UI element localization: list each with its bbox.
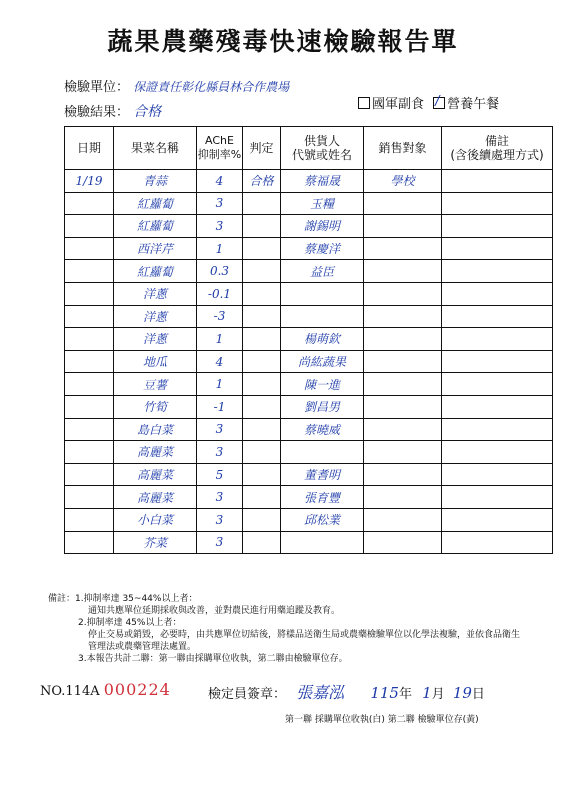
note-line: 3.本報告共計二聯：第一聯由採購單位收執，第二聯由檢驗單位存。	[78, 654, 348, 664]
cell-note	[442, 350, 553, 373]
cell-name: 高麗菜	[114, 486, 197, 509]
cell-name: 芥菜	[114, 531, 197, 554]
cell-ache: 3	[197, 441, 243, 464]
table-row	[65, 350, 553, 373]
table-row	[65, 260, 553, 283]
cell-supplier: 謝錫明	[281, 215, 364, 238]
cell-note	[442, 170, 553, 193]
cell-target	[364, 441, 442, 464]
cell-supplier: 蔡慶洋	[281, 237, 364, 260]
cell-ache: 3	[197, 531, 243, 554]
cell-note	[442, 418, 553, 441]
cell-date	[65, 260, 114, 283]
cell-name: 西洋芹	[114, 237, 197, 260]
cell-date	[65, 237, 114, 260]
cell-date: 1/19	[65, 170, 114, 193]
cell-judge	[243, 215, 281, 238]
table-row	[65, 418, 553, 441]
cell-date	[65, 486, 114, 509]
cell-target	[364, 418, 442, 441]
cell-target	[364, 305, 442, 328]
note-line: 管理法或農藥管理法處置。	[88, 642, 197, 652]
cell-name: 高麗菜	[114, 463, 197, 486]
cell-ache: 3	[197, 215, 243, 238]
cell-supplier: 玉糧	[281, 192, 364, 215]
cell-note	[442, 215, 553, 238]
cell-supplier: 蔡曉威	[281, 418, 364, 441]
table-row	[65, 305, 553, 328]
table-row	[65, 373, 553, 396]
cell-target	[364, 463, 442, 486]
table-body	[65, 170, 553, 554]
sign-day: 19	[452, 684, 472, 702]
cell-supplier: 董耆明	[281, 463, 364, 486]
cell-ache: 3	[197, 192, 243, 215]
result-line	[64, 101, 161, 121]
serial-label: NO.114A	[40, 684, 100, 699]
cell-ache: -0.1	[197, 282, 243, 305]
serial-value: 000224	[103, 680, 171, 699]
cell-name: 島白菜	[114, 418, 197, 441]
table-row	[65, 531, 553, 554]
col-judge-header: 判定	[243, 127, 281, 170]
cell-note	[442, 305, 553, 328]
notes-block	[48, 593, 520, 665]
cell-note	[442, 441, 553, 464]
cell-judge	[243, 395, 281, 418]
note-line: 通知共應單位延期採收與改善，並對農民進行用藥追蹤及教育。	[88, 606, 341, 616]
cell-name: 高麗菜	[114, 441, 197, 464]
result-label: 檢驗結果：	[64, 105, 130, 120]
cell-ache: 0.3	[197, 260, 243, 283]
cell-note	[442, 237, 553, 260]
cell-ache: 3	[197, 418, 243, 441]
cell-ache: 1	[197, 328, 243, 351]
cell-judge	[243, 508, 281, 531]
cell-date	[65, 418, 114, 441]
table-row	[65, 441, 553, 464]
unit-value: 保證責任彰化縣員林合作農場	[133, 80, 290, 94]
cell-note	[442, 395, 553, 418]
school-lunch-label: 營養午餐	[447, 97, 500, 112]
cell-target	[364, 395, 442, 418]
table-row	[65, 192, 553, 215]
year-unit: 年	[398, 687, 412, 702]
cell-judge	[243, 328, 281, 351]
unit-label: 檢驗單位：	[64, 80, 130, 95]
cell-name: 地瓜	[114, 350, 197, 373]
note-line: 2.抑制率達 45%以上者：	[78, 618, 182, 628]
cell-ache: 3	[197, 486, 243, 509]
cell-judge	[243, 373, 281, 396]
cell-note	[442, 531, 553, 554]
cell-name: 青蒜	[114, 170, 197, 193]
cell-note	[442, 282, 553, 305]
cell-target	[364, 215, 442, 238]
cell-note	[442, 328, 553, 351]
note-line: 備註：1.抑制率達 35~44%以上者：	[48, 594, 198, 604]
cell-judge	[243, 531, 281, 554]
cell-target	[364, 373, 442, 396]
inspector-line	[208, 680, 485, 703]
cell-supplier: 張育豐	[281, 486, 364, 509]
table-row	[65, 508, 553, 531]
cell-target	[364, 260, 442, 283]
cell-judge	[243, 192, 281, 215]
cell-note	[442, 373, 553, 396]
inspection-table	[64, 126, 553, 554]
cell-supplier	[281, 441, 364, 464]
cell-date	[65, 328, 114, 351]
result-value: 合格	[133, 104, 162, 120]
cell-name: 洋蔥	[114, 328, 197, 351]
cell-target	[364, 328, 442, 351]
cell-name: 紅蘿蔔	[114, 260, 197, 283]
sign-year: 115	[370, 684, 399, 702]
month-unit: 月	[431, 687, 445, 702]
cell-date	[65, 395, 114, 418]
cell-supplier	[281, 531, 364, 554]
col-ache-header: AChE 抑制率%	[197, 127, 243, 170]
table-row	[65, 170, 553, 193]
col-note-header: 備註 (含後續處理方式)	[442, 127, 553, 170]
cell-date	[65, 305, 114, 328]
col-supplier-header: 供貨人 代號或姓名	[281, 127, 364, 170]
cell-note	[442, 508, 553, 531]
cell-date	[65, 441, 114, 464]
military-food-checkbox[interactable]	[358, 97, 370, 109]
cell-target	[364, 282, 442, 305]
cell-judge	[243, 282, 281, 305]
day-unit: 日	[471, 687, 485, 702]
cell-supplier: 蔡福晟	[281, 170, 364, 193]
col-date-header: 日期	[65, 127, 114, 170]
table-row	[65, 282, 553, 305]
cell-note	[442, 463, 553, 486]
cell-target	[364, 237, 442, 260]
military-food-label: 國軍副食	[372, 97, 425, 112]
cell-date	[65, 531, 114, 554]
cell-date	[65, 350, 114, 373]
cell-target	[364, 486, 442, 509]
cell-name: 小白菜	[114, 508, 197, 531]
cell-date	[65, 215, 114, 238]
sign-month: 1	[422, 684, 432, 702]
unit-line	[64, 76, 289, 95]
cell-supplier	[281, 305, 364, 328]
cell-supplier: 劉昌男	[281, 395, 364, 418]
cell-supplier	[281, 282, 364, 305]
cell-ache: 1	[197, 237, 243, 260]
cell-judge: 合格	[243, 170, 281, 193]
cell-judge	[243, 260, 281, 283]
cell-judge	[243, 350, 281, 373]
col-target-header: 銷售對象	[364, 127, 442, 170]
cell-name: 竹筍	[114, 395, 197, 418]
serial-number	[40, 680, 171, 699]
cell-name: 洋蔥	[114, 305, 197, 328]
school-lunch-checkbox[interactable]	[433, 97, 445, 109]
table-row	[65, 463, 553, 486]
table-row	[65, 486, 553, 509]
cell-ache: 3	[197, 508, 243, 531]
cell-judge	[243, 237, 281, 260]
table-row	[65, 215, 553, 238]
cell-supplier: 邱松業	[281, 508, 364, 531]
cell-judge	[243, 486, 281, 509]
report-title: 蔬果農藥殘毒快速檢驗報告單	[107, 27, 459, 56]
copies-note: 第一聯 採購單位收執(白) 第二聯 檢驗單位存(黃)	[285, 715, 479, 725]
cell-supplier: 陳一進	[281, 373, 364, 396]
cell-supplier: 尚紘蔬果	[281, 350, 364, 373]
col-name-header: 果菜名稱	[114, 127, 197, 170]
cell-ache: 4	[197, 350, 243, 373]
cell-target	[364, 350, 442, 373]
cell-ache: -3	[197, 305, 243, 328]
cell-name: 紅蘿蔔	[114, 192, 197, 215]
cell-date	[65, 282, 114, 305]
table-header-row	[65, 127, 553, 170]
cell-date	[65, 508, 114, 531]
cell-judge	[243, 441, 281, 464]
table-row	[65, 328, 553, 351]
cell-name: 豆薯	[114, 373, 197, 396]
cell-judge	[243, 463, 281, 486]
cell-ache: 5	[197, 463, 243, 486]
cell-target	[364, 531, 442, 554]
cell-name: 洋蔥	[114, 282, 197, 305]
cell-judge	[243, 305, 281, 328]
cell-note	[442, 192, 553, 215]
table-row	[65, 395, 553, 418]
cell-date	[65, 463, 114, 486]
cell-supplier: 楊萌欽	[281, 328, 364, 351]
cell-ache: -1	[197, 395, 243, 418]
cell-supplier: 益臣	[281, 260, 364, 283]
option-group	[358, 93, 499, 112]
inspector-label: 檢定員簽章：	[208, 687, 287, 702]
note-line: 停止交易或銷毀，必要時，由共應單位切結後，將樣品送衛生局或農藥檢驗單位以化學法複驗，並依食品衛生	[88, 630, 521, 640]
cell-target	[364, 508, 442, 531]
cell-target	[364, 192, 442, 215]
cell-name: 紅蘿蔔	[114, 215, 197, 238]
cell-ache: 4	[197, 170, 243, 193]
table-row	[65, 237, 553, 260]
cell-judge	[243, 418, 281, 441]
cell-target: 學校	[364, 170, 442, 193]
cell-ache: 1	[197, 373, 243, 396]
cell-note	[442, 486, 553, 509]
cell-date	[65, 373, 114, 396]
inspector-signature: 張嘉泓	[296, 683, 345, 702]
cell-note	[442, 260, 553, 283]
cell-date	[65, 192, 114, 215]
